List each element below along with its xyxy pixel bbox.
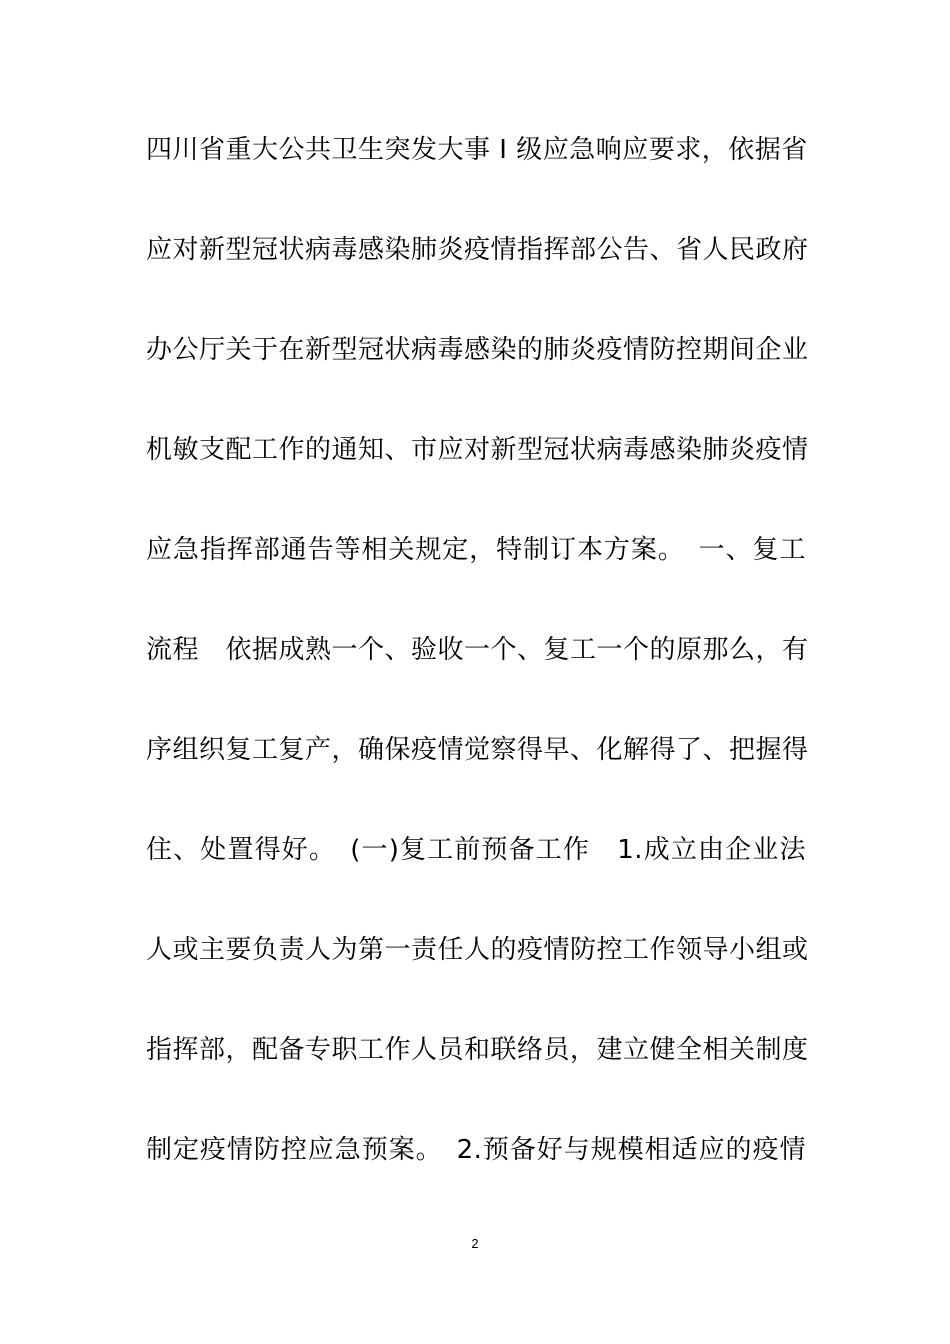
text-line: 流程 依据成熟一个、验收一个、复工一个的原那么，有 bbox=[146, 635, 809, 665]
text-line: 应急指挥部通告等相关规定，特制订本方案。 一、复工 bbox=[146, 535, 806, 565]
text-line: 指挥部，配备专职工作人员和联络员，建立健全相关制度 bbox=[146, 1035, 809, 1065]
text-line: 应对新型冠状病毒感染肺炎疫情指挥部公告、省人民政府 bbox=[146, 235, 809, 265]
page-number: 2 bbox=[471, 1236, 479, 1251]
text-line: 制定疫情防控应急预案。 2.预备好与规模相适应的疫情 bbox=[146, 1135, 806, 1165]
text-line: 住、处置得好。 (一)复工前预备工作 1.成立由企业法 bbox=[146, 835, 806, 865]
text-line: 办公厅关于在新型冠状病毒感染的肺炎疫情防控期间企业 bbox=[146, 335, 809, 365]
text-line: 序组织复工复产，确保疫情觉察得早、化解得了、把握得 bbox=[146, 735, 809, 765]
text-line: 人或主要负责人为第一责任人的疫情防控工作领导小组或 bbox=[146, 935, 809, 965]
text-line: 机敏支配工作的通知、市应对新型冠状病毒感染肺炎疫情 bbox=[146, 435, 809, 465]
text-line: 四川省重大公共卫生突发大事 Ⅰ 级应急响应要求，依据省 bbox=[146, 135, 808, 165]
